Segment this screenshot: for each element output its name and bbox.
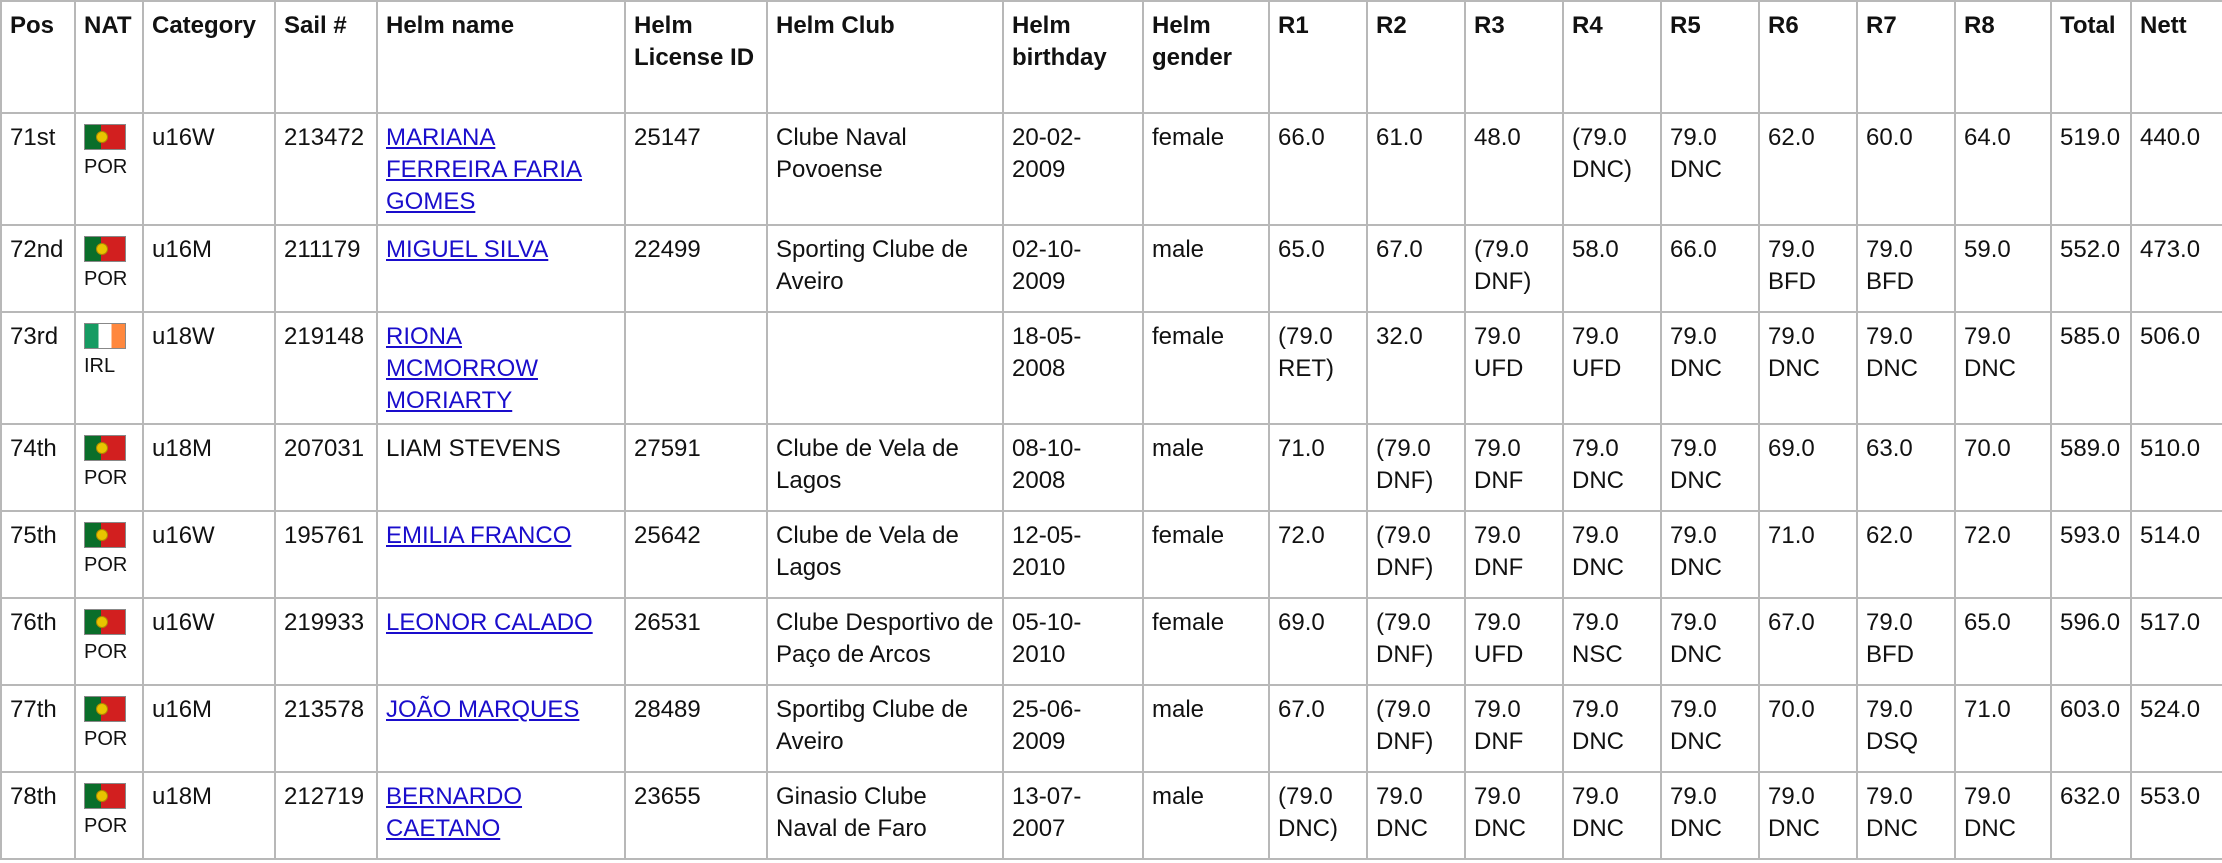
cell-r4: 79.0 DNC — [1563, 424, 1661, 511]
cell-r8: 72.0 — [1955, 511, 2051, 598]
cell-pos: 72nd — [1, 225, 75, 312]
cell-gender: female — [1143, 511, 1269, 598]
cell-club: Clube de Vela de Lagos — [767, 511, 1003, 598]
cell-sail: 213472 — [275, 113, 377, 225]
cell-r6: 62.0 — [1759, 113, 1857, 225]
cell-nett: 440.0 — [2131, 113, 2222, 225]
table-row — [1, 685, 2222, 772]
cell-category: u18W — [143, 312, 275, 424]
cell-r8: 79.0 DNC — [1955, 312, 2051, 424]
cell-r8: 65.0 — [1955, 598, 2051, 685]
cell-r4: (79.0 DNC) — [1563, 113, 1661, 225]
cell-nat — [75, 511, 143, 598]
helm-name-link[interactable]: RIONA MCMORROW MORIARTY — [386, 323, 538, 414]
col-header-r4: R4 — [1563, 1, 1661, 113]
cell-r3: 79.0 DNF — [1465, 511, 1563, 598]
cell-nat — [75, 598, 143, 685]
cell-r2: 67.0 — [1367, 225, 1465, 312]
cell-helm: LIAM STEVENS — [377, 424, 625, 511]
cell-gender: female — [1143, 312, 1269, 424]
cell-sail: 195761 — [275, 511, 377, 598]
nat-code: IRL — [84, 355, 116, 377]
col-header-total: Total — [2051, 1, 2131, 113]
flag-por-icon — [84, 609, 126, 635]
cell-nett: 517.0 — [2131, 598, 2222, 685]
cell-helm — [377, 312, 625, 424]
col-header-r7: R7 — [1857, 1, 1955, 113]
flag-por-icon — [84, 522, 126, 548]
flag-por-icon — [84, 783, 126, 809]
cell-r1: (79.0 DNC) — [1269, 772, 1367, 859]
cell-nett: 524.0 — [2131, 685, 2222, 772]
cell-r3: 79.0 UFD — [1465, 312, 1563, 424]
cell-r7: 62.0 — [1857, 511, 1955, 598]
cell-r3: 79.0 DNF — [1465, 424, 1563, 511]
col-header-nat: NAT — [75, 1, 143, 113]
cell-sail: 213578 — [275, 685, 377, 772]
helm-name-link[interactable]: MARIANA FERREIRA FARIA GOMES — [386, 124, 583, 215]
header-row — [1, 1, 2222, 113]
cell-r6: 70.0 — [1759, 685, 1857, 772]
cell-helm — [377, 772, 625, 859]
cell-category: u16M — [143, 685, 275, 772]
cell-r3: (79.0 DNF) — [1465, 225, 1563, 312]
col-header-r6: R6 — [1759, 1, 1857, 113]
cell-r6: 69.0 — [1759, 424, 1857, 511]
cell-gender: female — [1143, 113, 1269, 225]
cell-r5: 79.0 DNC — [1661, 598, 1759, 685]
cell-pos: 78th — [1, 772, 75, 859]
col-header-pos: Pos — [1, 1, 75, 113]
cell-pos: 71st — [1, 113, 75, 225]
nat-code: POR — [84, 815, 128, 837]
cell-r3: 79.0 UFD — [1465, 598, 1563, 685]
cell-r1: 67.0 — [1269, 685, 1367, 772]
cell-r8: 79.0 DNC — [1955, 772, 2051, 859]
cell-pos: 74th — [1, 424, 75, 511]
cell-helm — [377, 685, 625, 772]
cell-club: Sporting Clube de Aveiro — [767, 225, 1003, 312]
cell-gender: female — [1143, 598, 1269, 685]
cell-r7: 79.0 DSQ — [1857, 685, 1955, 772]
cell-nat — [75, 424, 143, 511]
cell-nat — [75, 225, 143, 312]
cell-r2: (79.0 DNF) — [1367, 685, 1465, 772]
cell-category: u18M — [143, 424, 275, 511]
cell-category: u16W — [143, 113, 275, 225]
cell-r7: 63.0 — [1857, 424, 1955, 511]
cell-r7: 79.0 BFD — [1857, 598, 1955, 685]
col-header-helm-name: Helm name — [377, 1, 625, 113]
cell-gender: male — [1143, 772, 1269, 859]
cell-license: 22499 — [625, 225, 767, 312]
cell-r6: 67.0 — [1759, 598, 1857, 685]
cell-nat — [75, 685, 143, 772]
cell-r3: 48.0 — [1465, 113, 1563, 225]
cell-r1: 71.0 — [1269, 424, 1367, 511]
cell-total: 552.0 — [2051, 225, 2131, 312]
nat-code: POR — [84, 641, 128, 663]
cell-sail: 207031 — [275, 424, 377, 511]
cell-total: 589.0 — [2051, 424, 2131, 511]
cell-birthday: 05-10-2010 — [1003, 598, 1143, 685]
cell-club: Clube Desportivo de Paço de Arcos — [767, 598, 1003, 685]
cell-r8: 71.0 — [1955, 685, 2051, 772]
table-body — [1, 113, 2222, 859]
nat-code: POR — [84, 268, 128, 290]
cell-r2: 61.0 — [1367, 113, 1465, 225]
flag-irl-icon — [84, 323, 126, 349]
cell-r8: 59.0 — [1955, 225, 2051, 312]
cell-total: 585.0 — [2051, 312, 2131, 424]
col-header-r5: R5 — [1661, 1, 1759, 113]
table-row — [1, 424, 2222, 511]
cell-license: 27591 — [625, 424, 767, 511]
table-row — [1, 113, 2222, 225]
cell-r5: 79.0 DNC — [1661, 113, 1759, 225]
cell-total: 603.0 — [2051, 685, 2131, 772]
flag-por-icon — [84, 236, 126, 262]
cell-nett: 514.0 — [2131, 511, 2222, 598]
col-header-nett: Nett — [2131, 1, 2222, 113]
cell-license: 25642 — [625, 511, 767, 598]
helm-name-link[interactable]: MIGUEL SILVA — [386, 236, 549, 263]
cell-r2: (79.0 DNF) — [1367, 424, 1465, 511]
cell-birthday: 02-10-2009 — [1003, 225, 1143, 312]
col-header-license: Helm License ID — [625, 1, 767, 113]
cell-license: 23655 — [625, 772, 767, 859]
cell-nat — [75, 772, 143, 859]
cell-nett: 473.0 — [2131, 225, 2222, 312]
cell-r5: 79.0 DNC — [1661, 424, 1759, 511]
cell-category: u16M — [143, 225, 275, 312]
cell-r5: 79.0 DNC — [1661, 685, 1759, 772]
cell-nett: 510.0 — [2131, 424, 2222, 511]
table-row — [1, 598, 2222, 685]
cell-r6: 71.0 — [1759, 511, 1857, 598]
cell-r3: 79.0 DNF — [1465, 685, 1563, 772]
cell-gender: male — [1143, 225, 1269, 312]
cell-club: Clube Naval Povoense — [767, 113, 1003, 225]
col-header-r1: R1 — [1269, 1, 1367, 113]
nat-code: POR — [84, 467, 128, 489]
cell-r7: 79.0 BFD — [1857, 225, 1955, 312]
col-header-sail: Sail # — [275, 1, 377, 113]
cell-r4: 79.0 DNC — [1563, 685, 1661, 772]
cell-license: 25147 — [625, 113, 767, 225]
cell-nat — [75, 312, 143, 424]
cell-gender: male — [1143, 424, 1269, 511]
col-header-r8: R8 — [1955, 1, 2051, 113]
table-row — [1, 511, 2222, 598]
cell-birthday: 20-02-2009 — [1003, 113, 1143, 225]
cell-sail: 212719 — [275, 772, 377, 859]
cell-nett: 506.0 — [2131, 312, 2222, 424]
cell-r6: 79.0 BFD — [1759, 225, 1857, 312]
cell-birthday: 25-06-2009 — [1003, 685, 1143, 772]
cell-club — [767, 312, 1003, 424]
cell-nett: 553.0 — [2131, 772, 2222, 859]
nat-code: POR — [84, 554, 128, 576]
cell-pos: 75th — [1, 511, 75, 598]
table-row — [1, 772, 2222, 859]
helm-name-link[interactable]: BERNARDO CAETANO — [386, 783, 523, 842]
cell-birthday: 08-10-2008 — [1003, 424, 1143, 511]
cell-birthday: 13-07-2007 — [1003, 772, 1143, 859]
helm-name-link[interactable]: JOÃO MARQUES — [386, 696, 580, 723]
cell-sail: 211179 — [275, 225, 377, 312]
cell-license — [625, 312, 767, 424]
cell-license: 28489 — [625, 685, 767, 772]
cell-r4: 79.0 UFD — [1563, 312, 1661, 424]
flag-por-icon — [84, 696, 126, 722]
cell-r5: 79.0 DNC — [1661, 772, 1759, 859]
col-header-category: Category — [143, 1, 275, 113]
cell-category: u16W — [143, 511, 275, 598]
cell-r8: 70.0 — [1955, 424, 2051, 511]
cell-pos: 76th — [1, 598, 75, 685]
flag-por-icon — [84, 435, 126, 461]
table-row — [1, 312, 2222, 424]
cell-r3: 79.0 DNC — [1465, 772, 1563, 859]
helm-name-link[interactable]: LEONOR CALADO — [386, 609, 593, 636]
cell-r4: 79.0 DNC — [1563, 511, 1661, 598]
cell-total: 632.0 — [2051, 772, 2131, 859]
cell-r1: 65.0 — [1269, 225, 1367, 312]
cell-r7: 79.0 DNC — [1857, 772, 1955, 859]
table-row — [1, 225, 2222, 312]
col-header-r3: R3 — [1465, 1, 1563, 113]
cell-license: 26531 — [625, 598, 767, 685]
cell-sail: 219148 — [275, 312, 377, 424]
cell-r5: 79.0 DNC — [1661, 511, 1759, 598]
cell-pos: 73rd — [1, 312, 75, 424]
cell-helm — [377, 511, 625, 598]
cell-sail: 219933 — [275, 598, 377, 685]
cell-club: Sportibg Clube de Aveiro — [767, 685, 1003, 772]
cell-r1: 69.0 — [1269, 598, 1367, 685]
cell-category: u16W — [143, 598, 275, 685]
nat-code: POR — [84, 156, 128, 178]
cell-total: 519.0 — [2051, 113, 2131, 225]
cell-r5: 79.0 DNC — [1661, 312, 1759, 424]
cell-r8: 64.0 — [1955, 113, 2051, 225]
flag-por-icon — [84, 124, 126, 150]
col-header-gender: Helm gender — [1143, 1, 1269, 113]
cell-r2: 79.0 DNC — [1367, 772, 1465, 859]
cell-r7: 79.0 DNC — [1857, 312, 1955, 424]
cell-r1: (79.0 RET) — [1269, 312, 1367, 424]
cell-r5: 66.0 — [1661, 225, 1759, 312]
cell-helm — [377, 113, 625, 225]
cell-birthday: 12-05-2010 — [1003, 511, 1143, 598]
cell-total: 596.0 — [2051, 598, 2131, 685]
nat-code: POR — [84, 728, 128, 750]
cell-helm — [377, 225, 625, 312]
cell-r6: 79.0 DNC — [1759, 772, 1857, 859]
cell-birthday: 18-05-2008 — [1003, 312, 1143, 424]
cell-r2: (79.0 DNF) — [1367, 598, 1465, 685]
cell-helm — [377, 598, 625, 685]
cell-r4: 58.0 — [1563, 225, 1661, 312]
cell-r7: 60.0 — [1857, 113, 1955, 225]
col-header-club: Helm Club — [767, 1, 1003, 113]
cell-r1: 72.0 — [1269, 511, 1367, 598]
table-header — [1, 1, 2222, 113]
cell-pos: 77th — [1, 685, 75, 772]
helm-name-link[interactable]: EMILIA FRANCO — [386, 522, 572, 549]
cell-club: Ginasio Clube Naval de Faro — [767, 772, 1003, 859]
cell-club: Clube de Vela de Lagos — [767, 424, 1003, 511]
cell-nat — [75, 113, 143, 225]
cell-r1: 66.0 — [1269, 113, 1367, 225]
cell-r4: 79.0 NSC — [1563, 598, 1661, 685]
cell-gender: male — [1143, 685, 1269, 772]
cell-r6: 79.0 DNC — [1759, 312, 1857, 424]
cell-r2: (79.0 DNF) — [1367, 511, 1465, 598]
cell-category: u18M — [143, 772, 275, 859]
cell-r2: 32.0 — [1367, 312, 1465, 424]
cell-r4: 79.0 DNC — [1563, 772, 1661, 859]
cell-total: 593.0 — [2051, 511, 2131, 598]
col-header-birthday: Helm birthday — [1003, 1, 1143, 113]
col-header-r2: R2 — [1367, 1, 1465, 113]
